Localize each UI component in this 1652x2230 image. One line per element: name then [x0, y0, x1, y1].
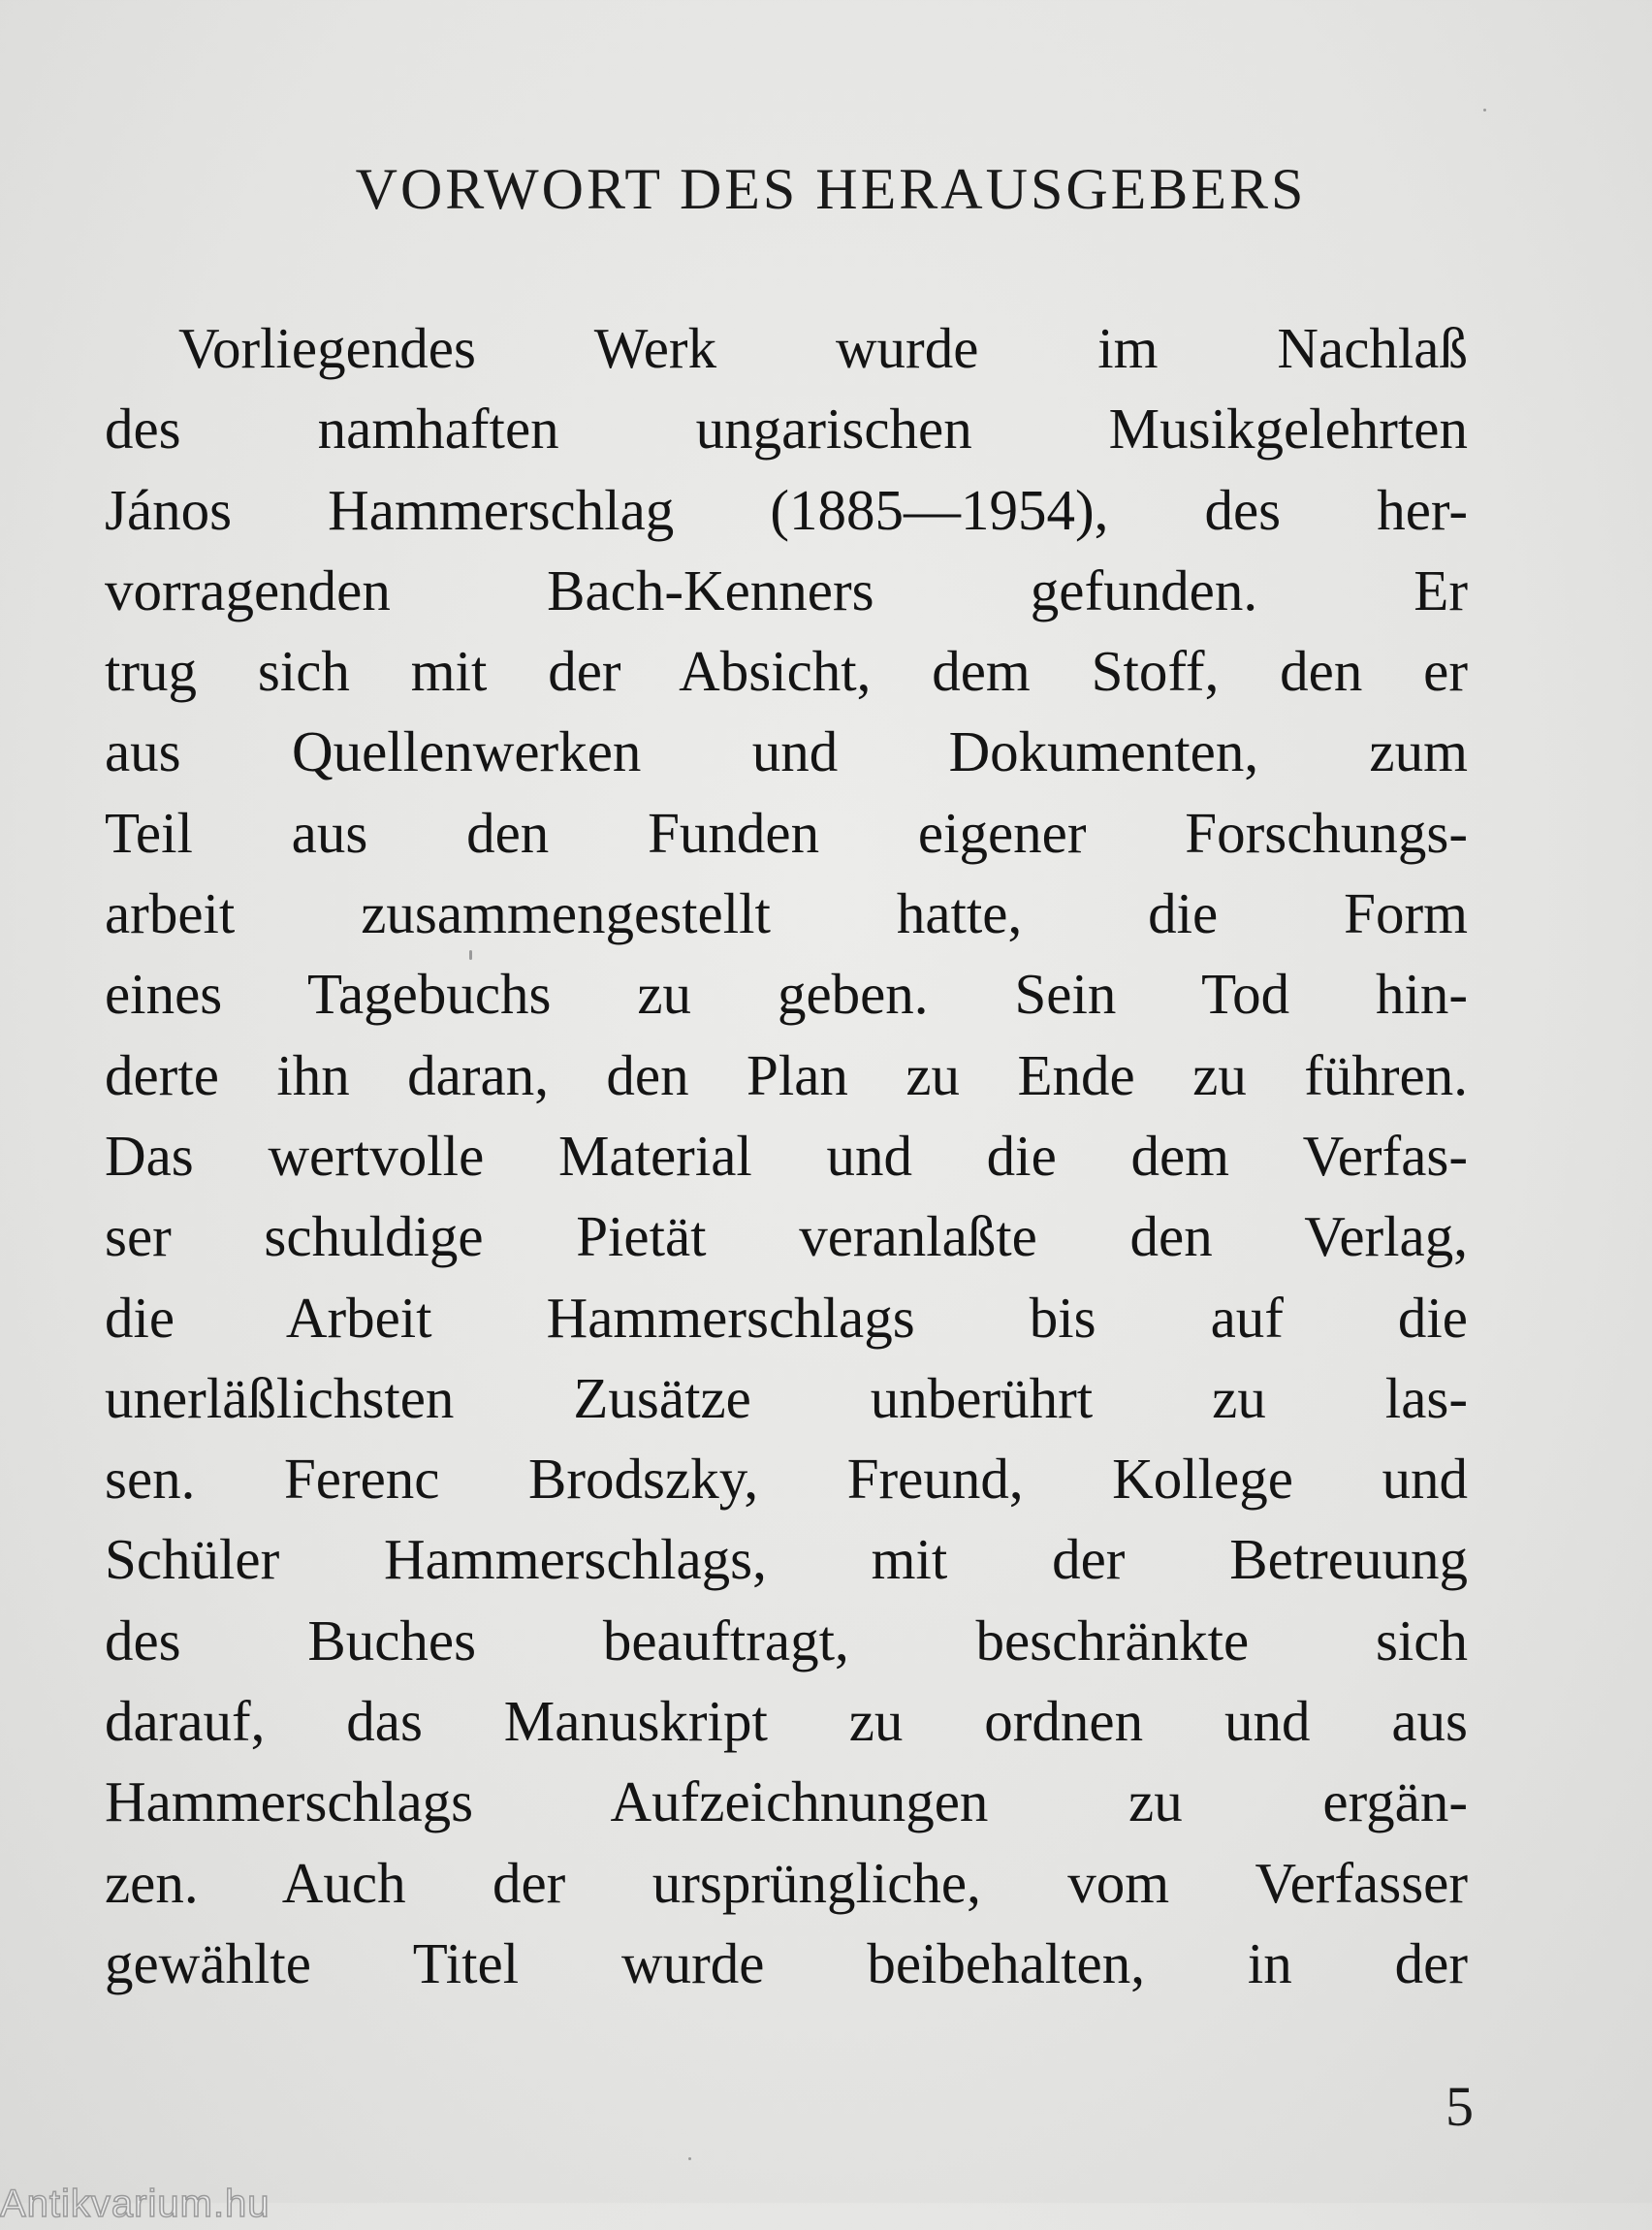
text-line: ser schuldige Pietät veranlaßte den Verlag, — [105, 1204, 1468, 1269]
paper-speck — [688, 2157, 691, 2160]
text-line: derte ihn daran, den Plan zu Ende zu führen. — [105, 1042, 1468, 1107]
body-paragraph — [105, 308, 1468, 2004]
text-line: eines Tagebuchs zu geben. Sein Tod hin- — [105, 962, 1468, 1027]
text-line: gewählte Titel wurde beibehalten, in der — [105, 1930, 1468, 1995]
text-line: János Hammerschlag (1885—1954), des her- — [105, 477, 1468, 542]
page-number: 5 — [1446, 2075, 1474, 2138]
text-line: sen. Ferenc Brodszky, Freund, Kollege und — [105, 1447, 1468, 1512]
text-line: unerläßlichsten Zusätze unberührt zu las- — [105, 1365, 1468, 1430]
text-line: trug sich mit der Absicht, dem Stoff, den er — [105, 639, 1468, 704]
text-line: arbeit zusammengestellt hatte, die Form — [105, 881, 1468, 946]
paper-speck — [1483, 109, 1486, 112]
text-line: darauf, das Manuskript zu ordnen und aus — [105, 1689, 1468, 1754]
text-line: zen. Auch der ursprüngliche, vom Verfasser — [105, 1850, 1468, 1915]
text-line: Das wertvolle Material und die dem Verfas- — [105, 1123, 1468, 1188]
text-line: des namhaften ungarischen Musikgelehrten — [105, 397, 1468, 462]
watermark: Antikvarium.hu — [0, 2182, 270, 2225]
paper-speck — [469, 950, 472, 960]
text-line: Hammerschlags Aufzeichnungen zu ergän- — [105, 1769, 1468, 1834]
page-heading: VORWORT DES HERAUSGEBERS — [355, 157, 1307, 221]
text-line: Teil aus den Funden eigener Forschungs- — [105, 800, 1468, 865]
text-line: vorragenden Bach-Kenners gefunden. Er — [105, 558, 1468, 622]
text-line: aus Quellenwerken und Dokumenten, zum — [105, 719, 1468, 784]
text-line: die Arbeit Hammerschlags bis auf die — [105, 1285, 1468, 1350]
text-line: Schüler Hammerschlags, mit der Betreuung — [105, 1527, 1468, 1592]
text-line: Vorliegendes Werk wurde im Nachlaß — [178, 316, 1468, 380]
text-line: des Buches beauftragt, beschränkte sich — [105, 1608, 1468, 1672]
